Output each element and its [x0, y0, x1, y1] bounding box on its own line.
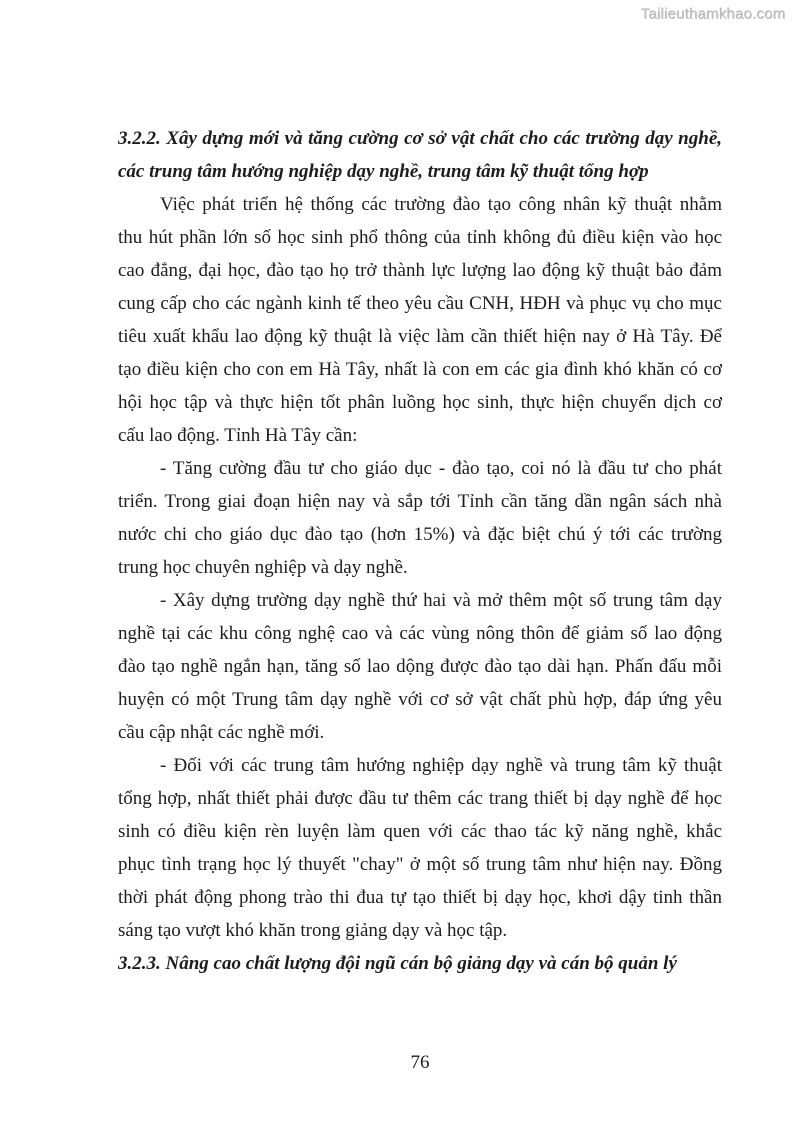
paragraph-line: - Đối với các trung tâm hướng nghiệp dạy nghề và trung tâm kỹ thuật [160, 755, 722, 776]
paragraph-line: cung cấp cho các ngành kinh tế theo yêu cầu CNH, HĐH và phục vụ cho mục [118, 293, 722, 314]
paragraph-line: sinh có điều kiện rèn luyện làm quen với các thao tác kỹ năng nghề, khắc [118, 821, 722, 842]
watermark: Tailieuthamkhao.com [641, 6, 786, 23]
paragraph-line: thu hút phần lớn số học sinh phổ thông của tỉnh không đủ điều kiện vào học [118, 227, 722, 248]
paragraph [118, 584, 722, 749]
paragraph-line: triển. Trong giai đoạn hiện nay và sắp tới Tỉnh cần tăng dần ngân sách nhà [118, 491, 722, 512]
paragraph-line: sáng tạo vượt khó khăn trong giảng dạy và học tập. [118, 920, 508, 941]
paragraph-line: tiêu xuất khẩu lao động kỹ thuật là việc làm cần thiết hiện nay ở Hà Tây. Để [118, 326, 722, 347]
paragraph-line: nghề tại các khu công nghệ cao và các vùng nông thôn để giảm số lao động [118, 623, 722, 644]
paragraph-line: huyện có một Trung tâm dạy nghề với cơ sở vật chất phù hợp, đáp ứng yêu [118, 689, 722, 710]
paragraph-line: phục tình trạng học lý thuyết "chay" ở một số trung tâm như hiện nay. Đồng [118, 854, 722, 875]
paragraph-line: trung học chuyên nghiệp và dạy nghề. [118, 557, 408, 578]
paragraph-line: thời phát động phong trào thi đua tự tạo thiết bị dạy học, khơi dậy tinh thần [118, 887, 722, 908]
paragraph-line: cầu cập nhật các nghề mới. [118, 722, 325, 743]
paragraph-line: cao đẳng, đại học, đào tạo họ trở thành lực lượng lao động kỹ thuật bảo đảm [118, 260, 722, 281]
paragraph-line: đào tạo nghề ngắn hạn, tăng số lao dộng được đào tạo dài hạn. Phấn đấu mỗi [118, 656, 722, 677]
paragraph-line: cấu lao động. Tỉnh Hà Tây cần: [118, 425, 358, 446]
page-number: 76 [410, 1052, 430, 1073]
paragraph-line: - Tăng cường đầu tư cho giáo dục - đào tạo, coi nó là đầu tư cho phát [160, 458, 722, 479]
paragraph-line: tổng hợp, nhất thiết phải được đầu tư thêm các trang thiết bị dạy nghề để học [118, 788, 722, 809]
paragraph-line: nước chi cho giáo dục đào tạo (hơn 15%) và đặc biệt chú ý tới các trường [118, 524, 722, 545]
paragraph-line: hội học tập và thực hiện tốt phân luồng học sinh, thực hiện chuyển dịch cơ [118, 392, 722, 413]
paragraph [118, 749, 722, 947]
heading-line: 3.2.2. Xây dựng mới và tăng cường cơ sở vật chất cho các trường dạy nghề, [118, 128, 722, 149]
paragraph-line: - Xây dựng trường dạy nghề thứ hai và mở thêm một số trung tâm dạy [160, 590, 722, 611]
paragraph [118, 188, 722, 452]
heading-line: 3.2.3. Nâng cao chất lượng đội ngũ cán bộ giảng dạy và cán bộ quản lý [118, 953, 677, 974]
section-heading [118, 122, 722, 188]
section-heading [118, 947, 722, 980]
paragraph-line: tạo điều kiện cho con em Hà Tây, nhất là con em các gia đình khó khăn có cơ [118, 359, 722, 380]
paragraph [118, 452, 722, 584]
paragraph-line: Việc phát triển hệ thống các trường đào tạo công nhân kỹ thuật nhằm [160, 194, 722, 215]
heading-line: các trung tâm hướng nghiệp dạy nghề, trung tâm kỹ thuật tổng hợp [118, 161, 649, 182]
document-body [118, 122, 722, 980]
